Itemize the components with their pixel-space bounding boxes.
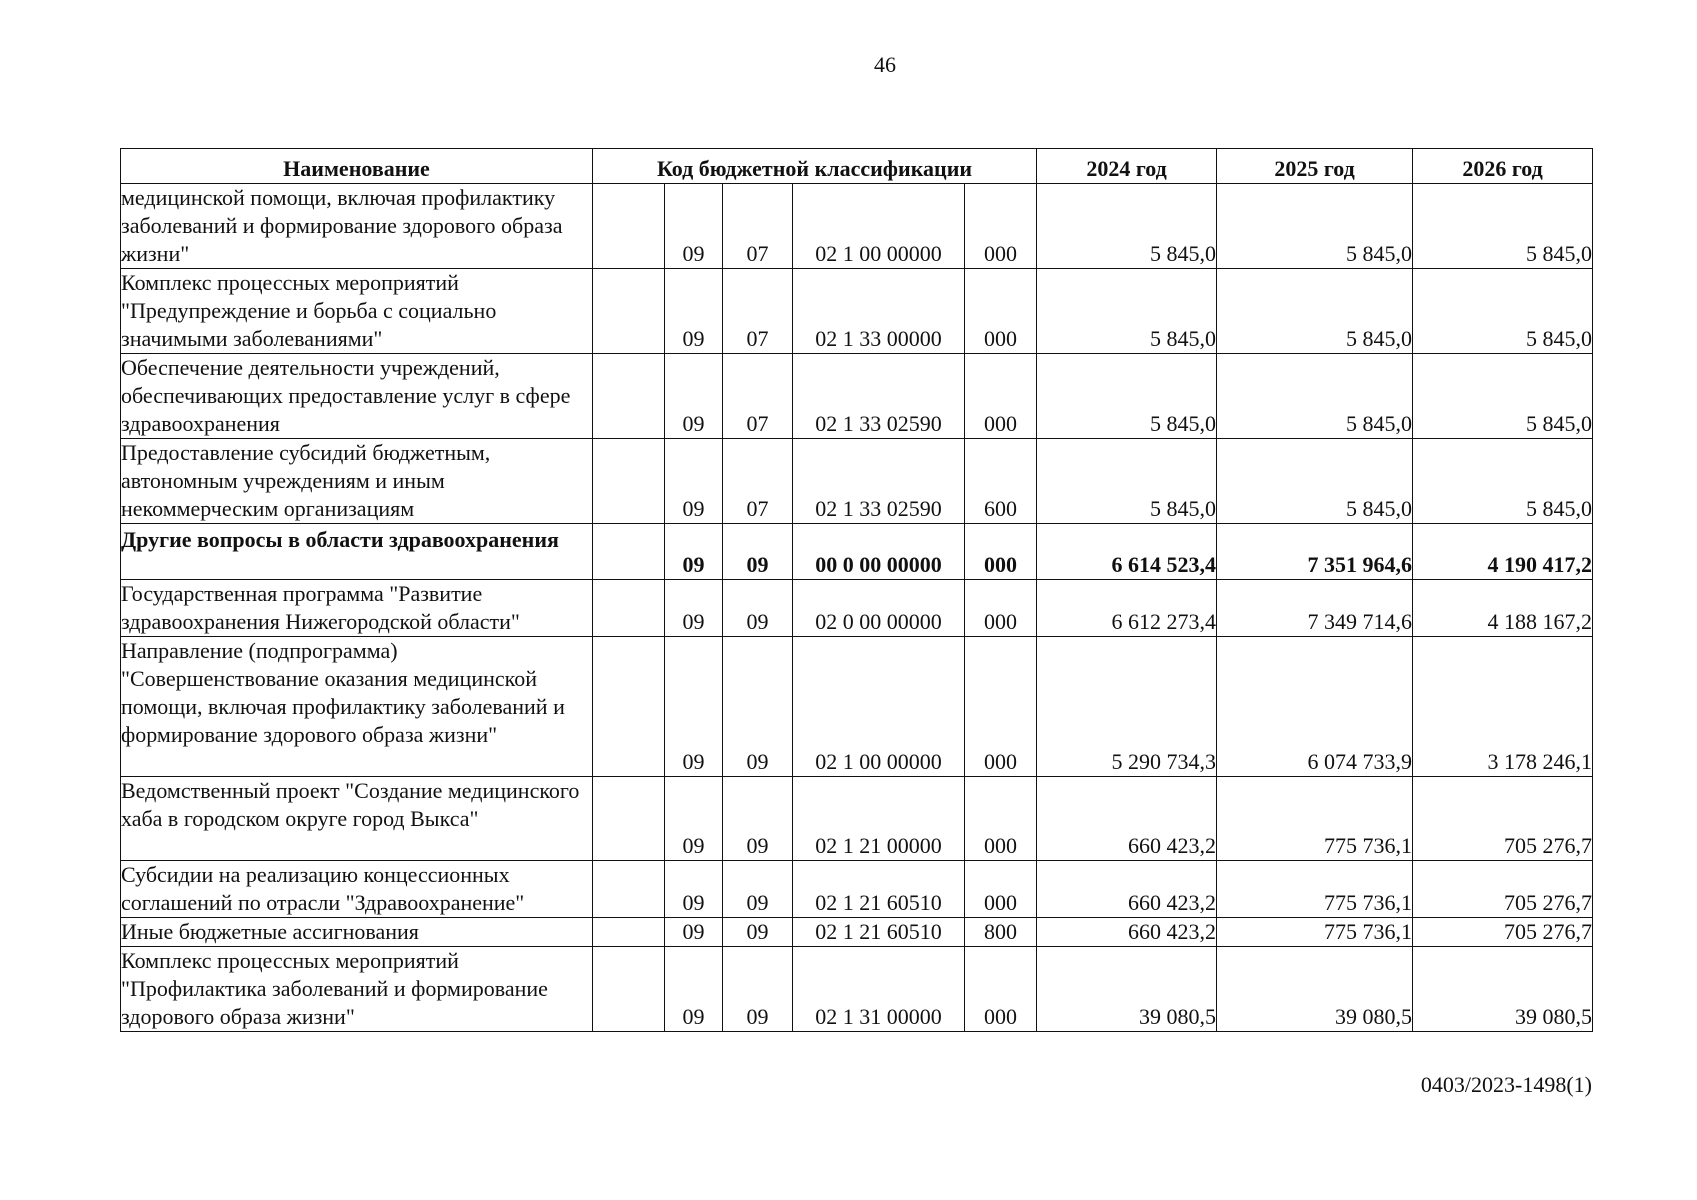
value-2024: 39 080,5 [1037,947,1217,1032]
value-2026: 5 845,0 [1413,269,1593,354]
table-row [121,439,1593,524]
value-2025: 39 080,5 [1217,947,1413,1032]
code-cell-3: 07 [723,184,793,269]
table-row [121,777,1593,861]
value-2024: 660 423,2 [1037,861,1217,918]
code-cell-4: 02 0 00 00000 [793,580,965,637]
value-2024: 5 845,0 [1037,354,1217,439]
value-2025: 775 736,1 [1217,918,1413,947]
code-cell-3: 09 [723,918,793,947]
table-row [121,580,1593,637]
value-2024: 660 423,2 [1037,918,1217,947]
value-2025: 775 736,1 [1217,777,1413,861]
code-cell-3: 09 [723,580,793,637]
code-cell-5: 800 [965,918,1037,947]
table-row [121,269,1593,354]
code-cell-5: 000 [965,861,1037,918]
code-cell-1 [593,524,665,580]
table-row [121,861,1593,918]
code-cell-2: 09 [665,861,723,918]
table-header-row [121,149,1593,184]
value-2024: 5 290 734,3 [1037,637,1217,777]
row-name: Государственная программа "Развитие здравоохранения Нижегородской области" [121,580,593,637]
code-cell-2: 09 [665,777,723,861]
value-2024: 5 845,0 [1037,184,1217,269]
code-cell-4: 02 1 00 00000 [793,637,965,777]
code-cell-4: 02 1 33 02590 [793,439,965,524]
row-name: Субсидии на реализацию концессионных соглашений по отрасли "Здравоохранение" [121,861,593,918]
code-cell-4: 02 1 31 00000 [793,947,965,1032]
header-2025: 2025 год [1217,149,1413,184]
code-cell-4: 02 1 21 60510 [793,861,965,918]
value-2024: 6 614 523,4 [1037,524,1217,580]
code-cell-5: 000 [965,354,1037,439]
value-2025: 5 845,0 [1217,184,1413,269]
code-cell-2: 09 [665,354,723,439]
row-name: Комплекс процессных мероприятий "Профилактика заболеваний и формирование здорового образа жизни" [121,947,593,1032]
code-cell-5: 000 [965,184,1037,269]
code-cell-4: 02 1 33 00000 [793,269,965,354]
header-2026: 2026 год [1413,149,1593,184]
code-cell-4: 02 1 21 60510 [793,918,965,947]
value-2026: 4 190 417,2 [1413,524,1593,580]
code-cell-3: 09 [723,947,793,1032]
header-name: Наименование [121,149,593,184]
code-cell-1 [593,269,665,354]
value-2025: 5 845,0 [1217,269,1413,354]
code-cell-1 [593,947,665,1032]
code-cell-2: 09 [665,637,723,777]
code-cell-4: 00 0 00 00000 [793,524,965,580]
value-2024: 5 845,0 [1037,269,1217,354]
code-cell-2: 09 [665,439,723,524]
code-cell-5: 000 [965,947,1037,1032]
row-name: Комплекс процессных мероприятий "Предупреждение и борьба с социально значимыми заболеваниями" [121,269,593,354]
table-body [121,184,1593,1032]
code-cell-3: 07 [723,439,793,524]
value-2024: 6 612 273,4 [1037,580,1217,637]
value-2025: 7 351 964,6 [1217,524,1413,580]
code-cell-5: 000 [965,269,1037,354]
code-cell-2: 09 [665,184,723,269]
row-name: Ведомственный проект "Создание медицинского хаба в городском округе город Выкса" [121,777,593,861]
code-cell-1 [593,637,665,777]
code-cell-1 [593,580,665,637]
value-2026: 5 845,0 [1413,439,1593,524]
code-cell-4: 02 1 33 02590 [793,354,965,439]
code-cell-2: 09 [665,947,723,1032]
row-name: медицинской помощи, включая профилактику заболеваний и формирование здорового образа жизни" [121,184,593,269]
value-2026: 5 845,0 [1413,354,1593,439]
table-row [121,637,1593,777]
table-row [121,918,1593,947]
value-2025: 775 736,1 [1217,861,1413,918]
code-cell-2: 09 [665,269,723,354]
code-cell-3: 09 [723,777,793,861]
page-number: 46 [874,52,896,77]
row-name: Иные бюджетные ассигнования [121,918,593,947]
code-cell-5: 000 [965,580,1037,637]
document-id: 0403/2023-1498(1) [1420,1072,1592,1097]
value-2026: 705 276,7 [1413,777,1593,861]
code-cell-1 [593,439,665,524]
code-cell-5: 000 [965,524,1037,580]
row-name: Направление (подпрограмма) "Совершенствование оказания медицинской помощи, включая профилактику заболеваний и формирование здорового образа жизни" [121,637,593,777]
row-name: Другие вопросы в области здравоохранения [121,524,593,580]
code-cell-2: 09 [665,580,723,637]
header-code: Код бюджетной классификации [593,149,1037,184]
code-cell-1 [593,918,665,947]
code-cell-1 [593,861,665,918]
table-row [121,354,1593,439]
value-2025: 5 845,0 [1217,354,1413,439]
code-cell-4: 02 1 00 00000 [793,184,965,269]
table-row [121,184,1593,269]
code-cell-4: 02 1 21 00000 [793,777,965,861]
code-cell-1 [593,354,665,439]
value-2025: 6 074 733,9 [1217,637,1413,777]
value-2026: 5 845,0 [1413,184,1593,269]
value-2025: 5 845,0 [1217,439,1413,524]
code-cell-1 [593,777,665,861]
value-2024: 660 423,2 [1037,777,1217,861]
value-2026: 39 080,5 [1413,947,1593,1032]
value-2026: 705 276,7 [1413,861,1593,918]
code-cell-5: 000 [965,777,1037,861]
value-2026: 3 178 246,1 [1413,637,1593,777]
code-cell-5: 000 [965,637,1037,777]
value-2026: 4 188 167,2 [1413,580,1593,637]
value-2026: 705 276,7 [1413,918,1593,947]
code-cell-5: 600 [965,439,1037,524]
code-cell-3: 09 [723,524,793,580]
code-cell-2: 09 [665,918,723,947]
table-row [121,524,1593,580]
table-row [121,947,1593,1032]
value-2025: 7 349 714,6 [1217,580,1413,637]
code-cell-1 [593,184,665,269]
budget-table [120,148,1593,1032]
code-cell-3: 09 [723,861,793,918]
code-cell-3: 07 [723,354,793,439]
value-2024: 5 845,0 [1037,439,1217,524]
row-name: Обеспечение деятельности учреждений, обеспечивающих предоставление услуг в сфере здравоохранения [121,354,593,439]
code-cell-3: 07 [723,269,793,354]
code-cell-3: 09 [723,637,793,777]
code-cell-2: 09 [665,524,723,580]
row-name: Предоставление субсидий бюджетным, автономным учреждениям и иным некоммерческим организациям [121,439,593,524]
header-2024: 2024 год [1037,149,1217,184]
